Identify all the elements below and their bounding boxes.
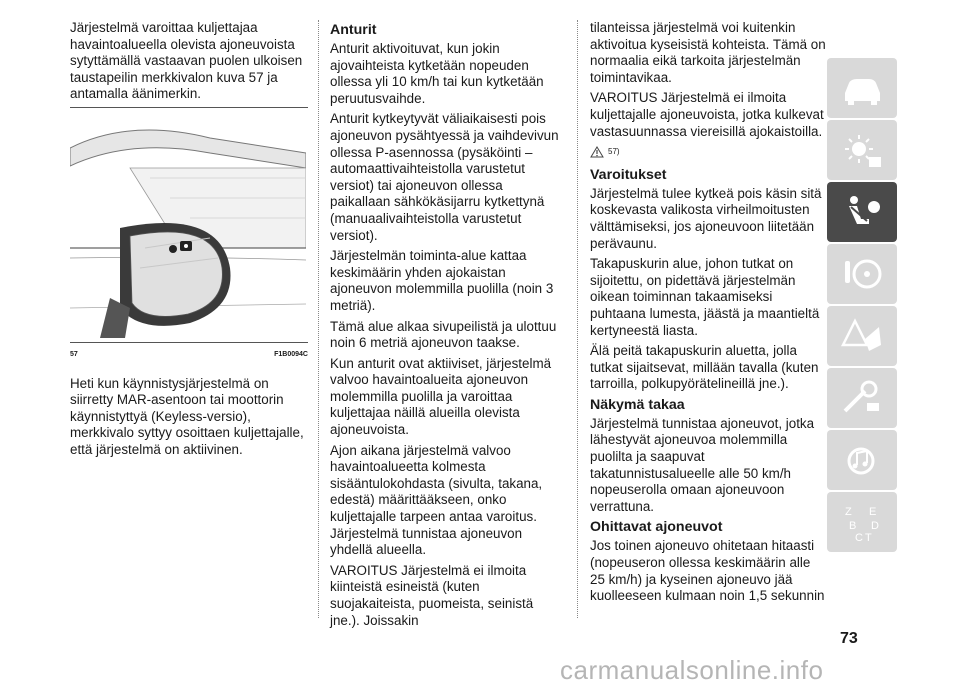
intro-paragraph: Järjestelmä varoittaa kuljettajaa havaintoalueella olevista ajoneuvoista sytyttämällä vastaavan puolen ulkoisen taustapeilin merkkivalon kuva 57 ja antamalla äänimerkin. [70,20,303,102]
anturit-paragraph-1: Anturit aktivoituvat, kun jokin ajovaihteista kytketään nopeuden ollessa yli 10 km/h tai kun kytketään peruutusvaihde. [330,41,544,106]
anturit-paragraph-5: Kun anturit ovat aktiiviset, järjestelmä valvoo havaintoalueita ajoneuvon molemmilla puolilla ja varoittaa kuljettajaa näillä alueilla olevista ajoneuvoista. [330,355,552,438]
tab-lights[interactable] [827,120,897,180]
sun-lights-icon [839,129,885,171]
heading-nakyma-takaa: Näkymä takaa [590,396,685,413]
warning-road-icon [839,315,885,357]
car-icon [839,67,885,109]
page-number: 73 [840,630,858,647]
heading-varoitukset: Varoitukset [590,166,667,183]
heading-ohittavat-ajoneuvot: Ohittavat ajoneuvot [590,519,723,536]
anturit-paragraph-7: VAROITUS Järjestelmä ei ilmoita kiinteistä esineistä (kuten suojakaiteista, puomeista, seinistä jne.). Joissakin [330,562,534,628]
column-2 [330,20,566,633]
anturit-paragraph-3: Järjestelmän toiminta-alue kattaa keskimäärin yhden ajokaistan ajoneuvon molemmilla puolilla (noin 3 metriä). [330,248,554,313]
warning-triangle-icon [590,146,604,158]
varoitukset-paragraph-1: Järjestelmä tulee kytkeä pois käsin sitä koskevasta valikosta virheilmoitusten välttämiseksi, jos ajoneuvoon liitetään perävaunu. [590,185,822,251]
tab-maintenance[interactable] [827,368,897,428]
warning-paragraph: VAROITUS Järjestelmä ei ilmoita kuljettajalle ajoneuvoista, jotka kulkevat vastasuunnassa viereisillä ajokaistoilla. [590,90,824,139]
warning-reference [590,144,826,161]
tab-starting[interactable] [827,244,897,304]
column-divider-2 [577,20,578,618]
anturit-paragraph-6: Ajon aikana järjestelmä valvoo havaintoalueetta kolmesta sisääntulokohdasta (sivulta, takana, edestä) määrittääkseen, onko kuljettajalle tarpeen antaa varoitus. Järjestelmä tunnistaa ajoneuvon yhdellä alueella. [330,442,543,558]
figure-caption [70,347,308,364]
figure-bottom-rule [70,342,308,343]
index-letter-c: C [855,532,863,543]
tab-multimedia[interactable] [827,430,897,490]
index-letter-z: Z [845,506,852,518]
column-3 [590,20,826,609]
column-1 [70,20,308,463]
chapter-tabs [827,58,897,554]
tab-dashboard[interactable] [827,58,897,118]
activation-paragraph: Heti kun käynnistysjärjestelmä on siirretty MAR-asentoon tai moottorin käynnistyttyä (Keyless-versio), merkkivalo syttyy osoittaen kuljettajalle, että järjestelmä on aktiivinen. [70,375,304,457]
figure-number: 57 [70,350,78,358]
index-letter-b: B [849,520,857,532]
tab-index[interactable] [827,492,897,552]
anturit-paragraph-4: Tämä alue alkaa sivupeilistä ja ulottuu noin 6 metriä ajoneuvon taakse. [330,318,557,351]
index-letter-t: T [865,532,872,543]
multimedia-icon [839,439,885,481]
index-letters-icon [839,501,885,543]
heading-anturit: Anturit [330,22,377,38]
mirror-figure [70,108,306,338]
anturit-paragraph-2: Anturit kytkeytyvät väliaikaisesti pois ajoneuvon pysähtyessä ja vaihdevivun ollessa P-asennossa (pysäköinti – automaattivaihteistolla varustetut versiot) tai ajoneuvon ollessa paikallaan sähkökäsijarru kytkettynä (manuaalivaihteistolla varustetut versiot). [330,111,559,243]
tab-safety[interactable] [827,182,897,242]
varoitukset-paragraph-3: Älä peitä takapuskurin aluetta, jolla tutkat sijaitsevat, millään tavalla (kuten tarroilla, polkupyörätelineillä jne.). [590,343,819,392]
continuation-paragraph: tilanteissa järjestelmä voi kuitenkin aktivoitua kyseisistä kohteista. Tämä on normaalia eikä tarkoita järjestelmän toimintavikaa. [590,20,826,85]
warning-ref-number: 57) [608,147,620,157]
mirror-illustration [70,108,306,338]
figure-code: F1B0094C [274,350,308,358]
seat-airbag-icon [839,191,885,233]
index-letter-e: E [869,506,877,518]
column-divider-1 [318,20,319,618]
nakyma-paragraph: Järjestelmä tunnistaa ajoneuvot, jotka lähestyvät ajoneuvoa molemmilla puolilta ja saapuvat takatunnistusalueelle alle 50 km/h nopeuserolla omaan ajoneuvoon verrattuna. [590,415,815,514]
ohittavat-paragraph: Jos toinen ajoneuvo ohitetaan hitaasti (nopeuseron ollessa keskimäärin alle 25 km/h) ja kyseinen ajoneuvo jää kuolleeseen kulmaan noin 1,5 sekunnin [590,538,825,604]
index-letter-d: D [871,520,879,532]
watermark: carmanualsonline.info [560,655,824,685]
tab-emergency[interactable] [827,306,897,366]
varoitukset-paragraph-2: Takapuskurin alue, johon tutkat on sijoitettu, on pidettävä järjestelmän oikean toiminnan takaamiseksi puhtaana lumesta, jäästä ja maantieltä kertyneestä liasta. [590,256,820,338]
key-steering-icon [839,253,885,295]
service-wrench-icon [839,377,885,419]
